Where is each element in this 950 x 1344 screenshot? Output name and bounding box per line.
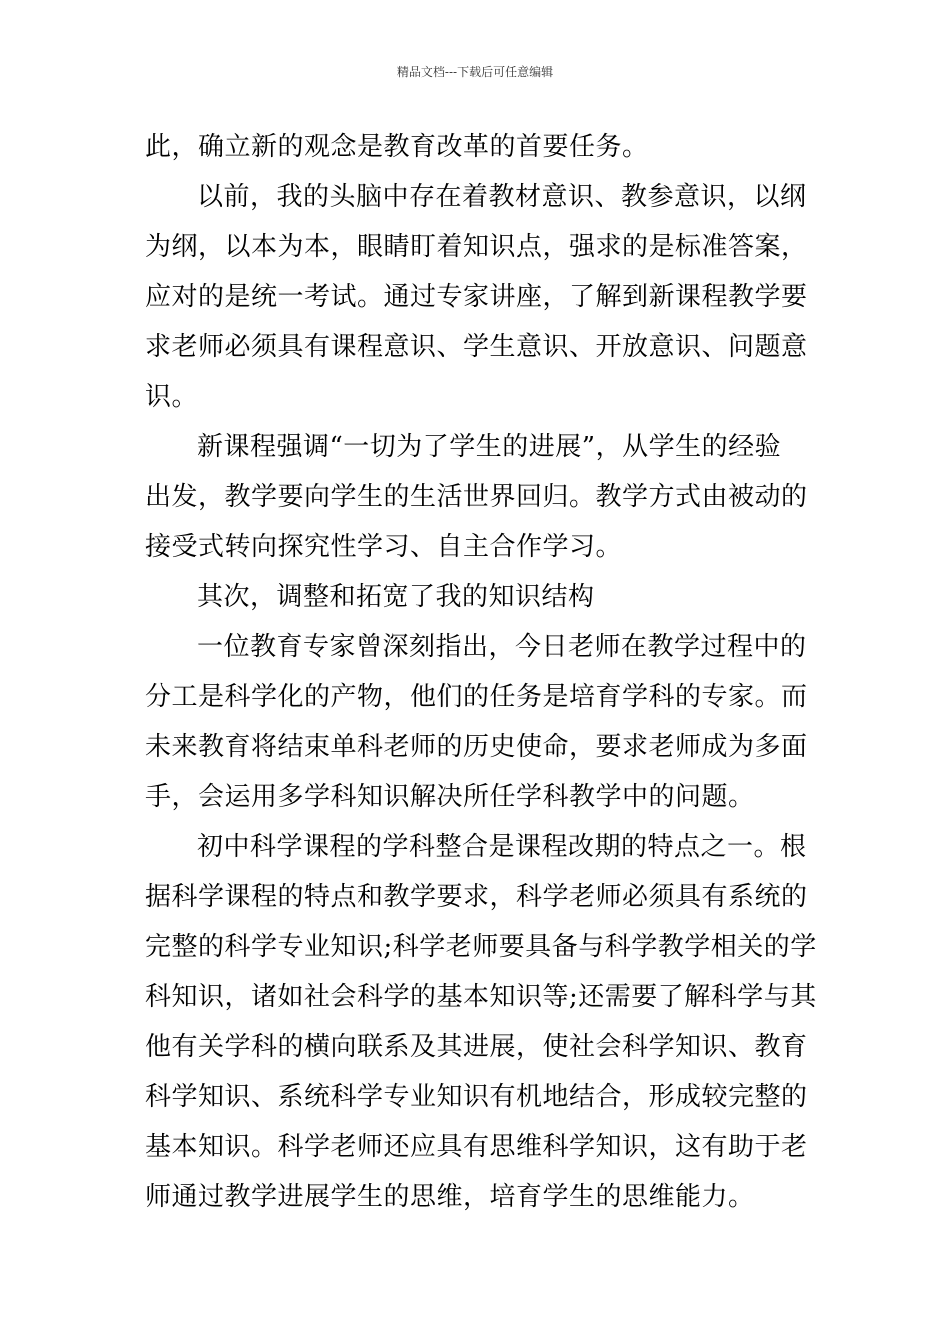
- page-header: 精品文档---下载后可任意编辑: [396, 65, 554, 79]
- section-heading-line: 其次，调整和拓宽了我的知识结构: [197, 582, 595, 612]
- text-line: 接受式转向探究性学习、自主合作学习。: [145, 532, 623, 562]
- text-line: 完整的科学专业知识;科学老师要具备与科学教学相关的学: [145, 932, 817, 962]
- text-line: 为纲，以本为本，眼睛盯着知识点，强求的是标准答案，: [145, 232, 808, 262]
- text-line: 师通过教学进展学生的思维，培育学生的思维能力。: [145, 1182, 755, 1212]
- text-line: 科知识，诸如社会科学的基本知识等;还需要了解科学与其: [145, 982, 817, 1012]
- text-line: 出发，教学要向学生的生活世界回归。教学方式由被动的: [145, 482, 808, 512]
- text-line: 识。: [145, 382, 199, 412]
- document-body: [145, 122, 817, 1222]
- paragraph-start-line: 初中科学课程的学科整合是课程改期的特点之一。根: [197, 832, 807, 862]
- paragraph-start-line: 新课程强调“一切为了学生的进展”，从学生的经验: [197, 432, 782, 462]
- paragraph-start-line: 一位教育专家曾深刻指出，今日老师在教学过程中的: [197, 632, 807, 662]
- text-line: 他有关学科的横向联系及其进展，使社会科学知识、教育: [145, 1032, 808, 1062]
- text-line: 手，会运用多学科知识解决所任学科教学中的问题。: [145, 782, 755, 812]
- text-line: 此，确立新的观念是教育改革的首要任务。: [145, 132, 649, 162]
- text-line: 科学知识、系统科学专业知识有机地结合，形成较完整的: [145, 1082, 808, 1112]
- text-line: 求老师必须具有课程意识、学生意识、开放意识、问题意: [145, 332, 808, 362]
- text-line: 应对的是统一考试。通过专家讲座，了解到新课程教学要: [145, 282, 808, 312]
- paragraph-start-line: 以前，我的头脑中存在着教材意识、教参意识，以纲: [197, 182, 807, 212]
- text-line: 基本知识。科学老师还应具有思维科学知识，这有助于老: [145, 1132, 808, 1162]
- text-line: 分工是科学化的产物，他们的任务是培育学科的专家。而: [145, 682, 808, 712]
- text-line: 据科学课程的特点和教学要求，科学老师必须具有系统的: [145, 882, 808, 912]
- text-line: 未来教育将结束单科老师的历史使命，要求老师成为多面: [145, 732, 808, 762]
